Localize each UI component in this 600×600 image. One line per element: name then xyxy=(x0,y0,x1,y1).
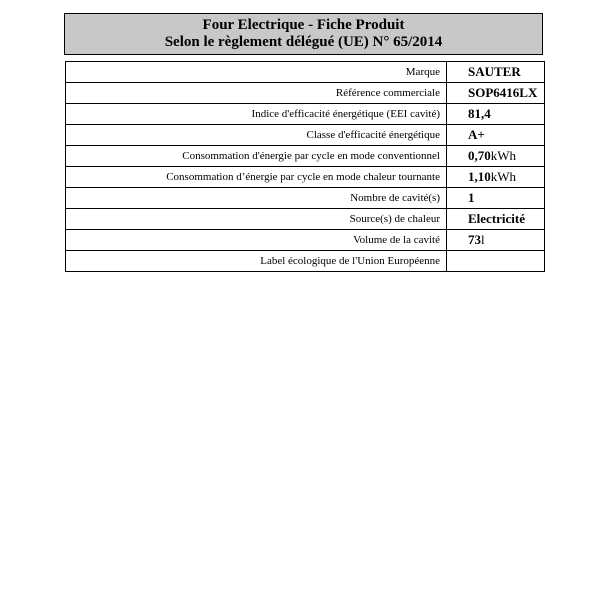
table-row xyxy=(66,188,545,209)
row-value xyxy=(447,230,545,251)
row-label: Consommation d'énergie par cycle en mode conventionnel xyxy=(66,146,447,167)
row-value xyxy=(447,188,545,209)
row-value xyxy=(447,62,545,83)
row-value xyxy=(447,209,545,230)
row-value xyxy=(447,125,545,146)
table-row xyxy=(66,209,545,230)
value-text: 81,4 xyxy=(468,106,491,121)
table-row xyxy=(66,83,545,104)
value-unit: kWh xyxy=(490,148,517,163)
header-subtitle: Selon le règlement délégué (UE) N° 65/2014 xyxy=(164,34,443,50)
table-row xyxy=(66,146,545,167)
value-text: 0,70 xyxy=(468,148,491,163)
row-value xyxy=(447,104,545,125)
row-label: Source(s) de chaleur xyxy=(66,209,447,230)
header-title: Four Electrique - Fiche Produit xyxy=(202,17,405,33)
table-row xyxy=(66,230,545,251)
row-label: Indice d'efficacité énergétique (EEI cavité) xyxy=(66,104,447,125)
row-label: Consommation d’énergie par cycle en mode chaleur tournante xyxy=(66,167,447,188)
row-value xyxy=(447,83,545,104)
row-value xyxy=(447,251,545,272)
value-text: SAUTER xyxy=(468,64,521,79)
value-text: 73 xyxy=(468,232,481,247)
row-value xyxy=(447,167,545,188)
table-row xyxy=(66,251,545,272)
row-label: Référence commerciale xyxy=(66,83,447,104)
sheet-header xyxy=(64,13,543,55)
row-label: Label écologique de l'Union Européenne xyxy=(66,251,447,272)
table-row xyxy=(66,62,545,83)
value-text: 1,10 xyxy=(468,169,491,184)
table-row xyxy=(66,104,545,125)
product-fiche-table xyxy=(65,61,545,272)
value-text: SOP6416LX xyxy=(468,85,538,100)
value-text: 1 xyxy=(468,190,475,205)
value-unit: kWh xyxy=(490,169,517,184)
row-value xyxy=(447,146,545,167)
value-text: Electricité xyxy=(468,211,526,226)
table-row xyxy=(66,125,545,146)
row-label: Marque xyxy=(66,62,447,83)
row-label: Nombre de cavité(s) xyxy=(66,188,447,209)
table-row xyxy=(66,167,545,188)
value-unit: l xyxy=(481,232,485,247)
value-text: A+ xyxy=(468,127,485,142)
row-label: Volume de la cavité xyxy=(66,230,447,251)
row-label: Classe d'efficacité énergétique xyxy=(66,125,447,146)
